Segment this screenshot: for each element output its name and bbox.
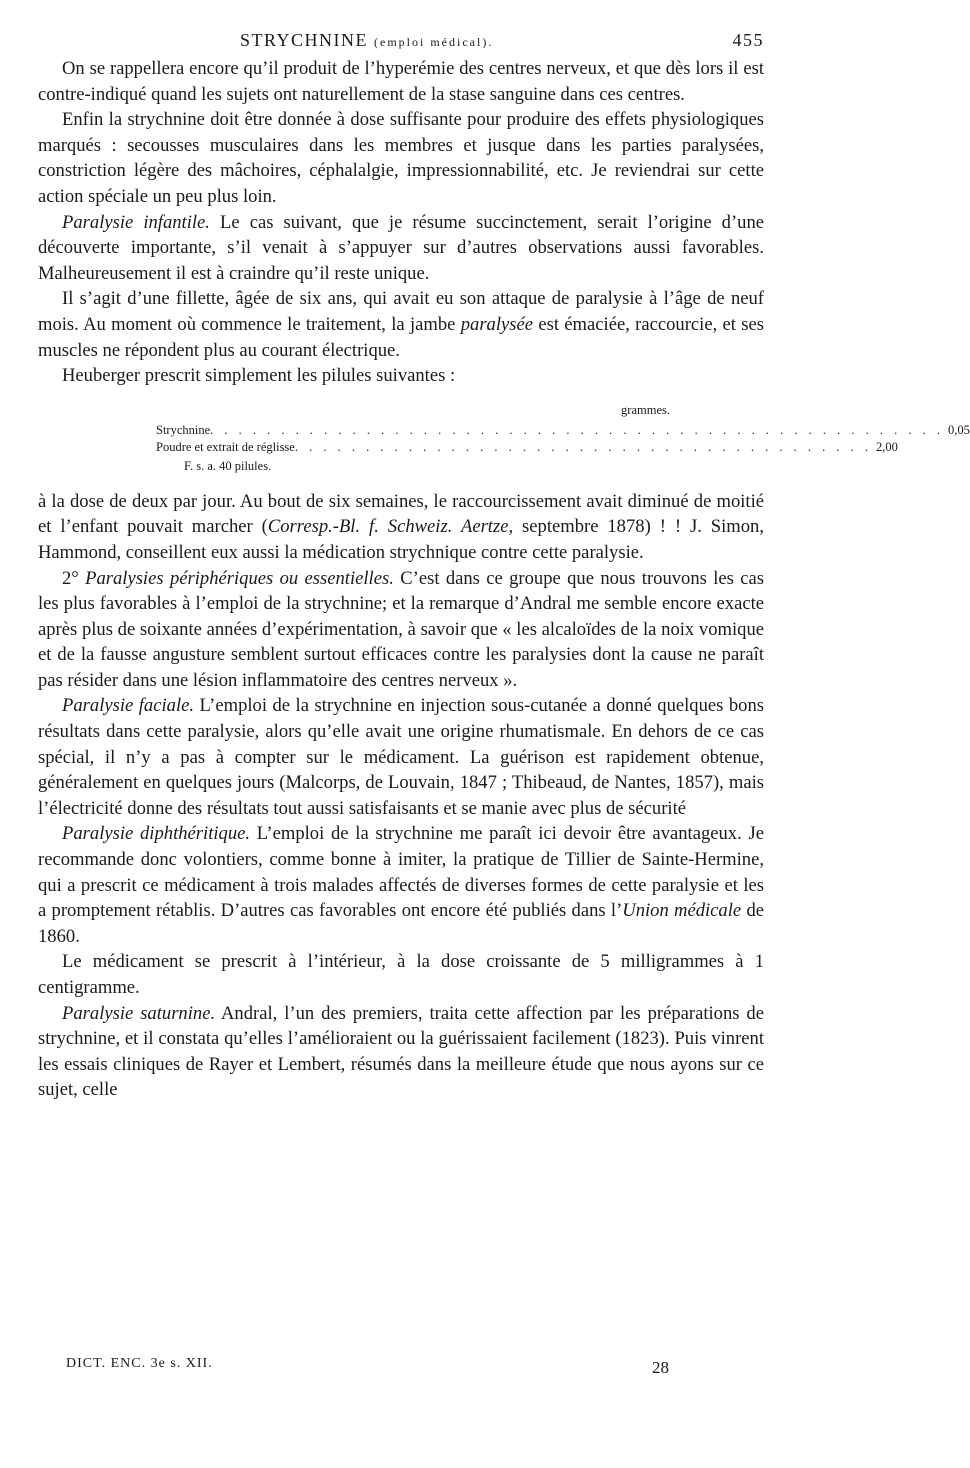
page [38,26,970,1103]
section-title-diphtheritic: Paralysie diphthéritique. [62,823,251,845]
ingredient-name: Strychnine [156,422,211,437]
sheet-number: 28 [652,1358,669,1377]
paragraph-9-text-a: L’emploi de la strychnine me paraît ici devoir être avantageux. Je recommande donc volontiers, comme bonne à imiter, la pratique de Tillier de Sainte-Hermine, qui a prescrit ce médicament à trois malades affectés de diverses formes de cette paralysie et les a promptement rétablis. D’autres cas favorables ont encore été publiés dans l’ [38,823,764,922]
paragraph-6 [38,489,764,566]
paragraph-4-text-a: Il s’agit d’une fillette, âgée de six ans, qui avait eu son attaque de paralysie à l’âge de neuf mois. Au moment où commence le traitement, la jambe [38,288,764,335]
prescription-formula [38,393,970,481]
ingredient-name: Poudre et extrait de réglisse [156,439,295,454]
section-title-saturnine: Paralysie saturnine. [62,1002,216,1024]
paragraph-6-text-b: septembre 1878) ! ! J. Simon, Hammond, conseillent eux aussi la médication strychnique contre cette paralysie. [38,516,764,563]
paragraph-3 [38,210,764,287]
formula-row [156,439,898,455]
paragraph-9-text-b: de 1860. [38,900,764,947]
section-title-facial: Paralysie faciale. [62,695,195,717]
paragraph-11 [38,1001,764,1103]
ingredient-amount: 2,00 [875,439,898,454]
leader-dots: . . . . . . . . . . . . . . . . . . . . . . . . . . . . . . . . . . . . . . . . . . . . . . . . . . . . [210,422,945,437]
citation-italic: Corresp.-Bl. f. Schweiz. Aertze, [267,516,514,538]
section-title-peripheral: Paralysies périphériques ou essentielles. [78,567,394,589]
running-header [38,26,764,56]
paragraph-4-text-b: est émaciée, raccourcie, et ses muscles ne répondent plus au courant électrique. [38,313,764,361]
title-main: STRYCHNINE [240,30,369,50]
paragraph-10: Le médicament se prescrit à l’intérieur, à la dose croissante de 5 milligrammes à 1 centigramme. [38,951,764,998]
title-sub: (emploi médical). [374,35,494,49]
paragraph-11-text: Andral, l’un des premiers, traita cette affection par les préparations de strychnine, et il constata qu’elles l’amélioraient ou la guérissaient facilement (1823). Puis vinrent les essais cliniques de Rayer et Lembert, résumés dans la meilleure étude que nous ayons sur ce sujet, celle [38,1002,764,1101]
section-title-infantile: Paralysie infantile. [62,211,210,233]
paragraph-7-text: C’est dans ce groupe que nous trouvons les cas les plus favorables à l’emploi de la strychnine; et la remarque d’Andral me semble encore exacte après plus de soixante années d’expérimentation, à savoir que « les alcaloïdes de la noix vomique et de la fausse angusture semblent surtout efficaces contre les paralysies dont la cause ne paraît pas résider dans une lésion inflammatoire des centres nerveux ». [38,567,764,691]
section-number: 2° [62,567,79,589]
ingredient-amount: 0,05 [948,422,970,437]
paragraph-7 [38,566,764,694]
formula-row [156,422,970,438]
paragraph-8 [38,693,764,821]
paragraph-8-text: L’emploi de la strychnine en injection sous-cutanée a donné quelques bons résultats dans cette paralysie, alors qu’elle avait une origine rhumatismale. En dehors de ce cas spécial, il n’y a pas à compter sur le médicament. La guérison est rapidement obtenue, généralement en quelques jours (Malcorps, de Louvain, 1847 ; Thibeaud, de Nantes, 1857), mais l’électricité donne des résultats tout aussi satisfaisants et se manie avec plus de sécurité [38,695,765,819]
paragraph-1: On se rappellera encore qu’il produit de l’hyperémie des centres nerveux, et que dès lors il est contre-indiqué quand les sujets ont naturellement de la stase sanguine dans ces centres. [38,58,764,105]
formula-instruction: F. s. a. 40 pilules. [184,458,272,473]
signature-mark: DICT. ENC. 3e s. XII. [66,1356,213,1371]
journal-title: Union médicale [622,900,742,922]
paragraph-4-italic: paralysée [460,313,534,335]
paragraph-9 [38,821,764,949]
paragraph-3-text: Le cas suivant, que je résume succinctement, serait l’origine d’une découverte importante, s’il venait à s’appuyer sur d’autres observations aussi favorables. Malheureusement il est à craindre qu’il reste unique. [38,211,765,284]
running-title [240,30,493,51]
formula-unit: grammes. [621,402,670,417]
page-number: 455 [732,30,764,50]
paragraph-5: Heuberger prescrit simplement les pilules suivantes : [62,365,456,387]
paragraph-4 [38,286,764,363]
paragraph-6-text-a: à la dose de deux par jour. Au bout de six semaines, le raccourcissement avait diminué de moitié et l’enfant pouvait marcher ( [38,490,764,538]
leader-dots: . . . . . . . . . . . . . . . . . . . . . . . . . . . . . . . . . . . . . . . . . [294,439,872,454]
paragraph-2: Enfin la strychnine doit être donnée à dose suffisante pour produire des effets physiologiques marqués : secousses musculaires dans les membres et jusque dans les parties paralysées, constriction légère des mâchoires, céphalalgie, impressionnabilité, etc. Je reviendrai sur cette action spéciale un peu plus loin. [38,109,764,207]
